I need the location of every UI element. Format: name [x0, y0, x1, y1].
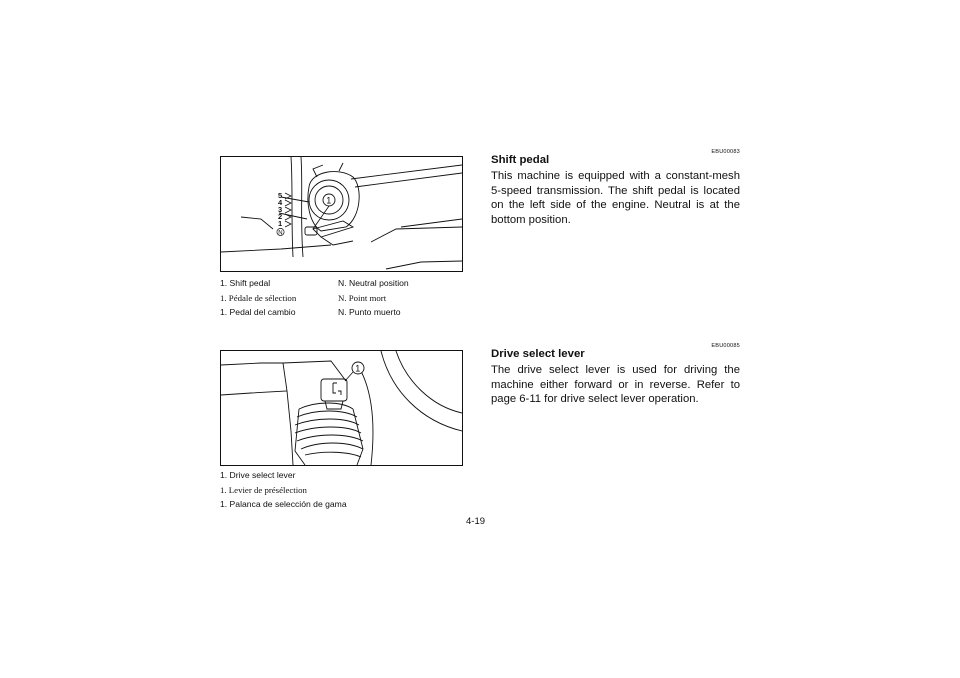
caption-item-1: 1. Pedal del cambio: [220, 307, 296, 317]
caption-row-fr: 1. Levier de présélection: [220, 484, 307, 495]
section-code: EBU00085: [711, 343, 740, 349]
section-body-drive-select-lever: The drive select lever is used for driving the machine either forward or in reverse. Refer to page 6-11 for drive select lever operation.: [491, 364, 740, 406]
gear-label-5: 5: [278, 191, 283, 200]
shift-pedal-figure: [220, 156, 463, 272]
section-body-shift-pedal: This machine is equipped with a constant-mesh 5-speed transmission. The shift pedal is located on the left side of the engine. Neutral is at the bottom position.: [491, 170, 740, 226]
drive-select-lever-illustration: [221, 351, 462, 465]
gear-label-2: 2: [278, 212, 283, 221]
callout-number: 1: [355, 363, 361, 374]
gear-label-neutral: N: [278, 230, 283, 237]
caption-item-n: N. Neutral position: [338, 278, 409, 288]
section-heading-drive-select-lever: Drive select lever: [491, 348, 585, 360]
caption-item-1: 1. Pédale de sélection: [220, 292, 297, 303]
section-code: EBU00083: [711, 149, 740, 155]
caption-row-en: [220, 276, 409, 291]
drive-select-lever-figure: [220, 350, 463, 466]
caption-row-es: [220, 305, 409, 320]
drive-select-lever-caption: [220, 468, 347, 512]
caption-item-n: N. Point mort: [338, 292, 387, 303]
shift-pedal-caption: [220, 276, 409, 320]
shift-pedal-illustration: [221, 157, 462, 271]
gear-label-1: 1: [278, 219, 283, 228]
caption-row-en: 1. Drive select lever: [220, 470, 296, 480]
caption-item-1: 1. Shift pedal: [220, 278, 271, 288]
callout-number: 1: [326, 195, 332, 206]
section-heading-shift-pedal: Shift pedal: [491, 154, 550, 166]
gear-label-4: 4: [278, 198, 283, 207]
caption-item-n: N. Punto muerto: [338, 307, 401, 317]
page-number: 4-19: [466, 516, 486, 527]
caption-row-es: 1. Palanca de selección de gama: [220, 499, 347, 509]
gear-label-3: 3: [278, 205, 283, 214]
caption-row-fr: [220, 291, 409, 306]
